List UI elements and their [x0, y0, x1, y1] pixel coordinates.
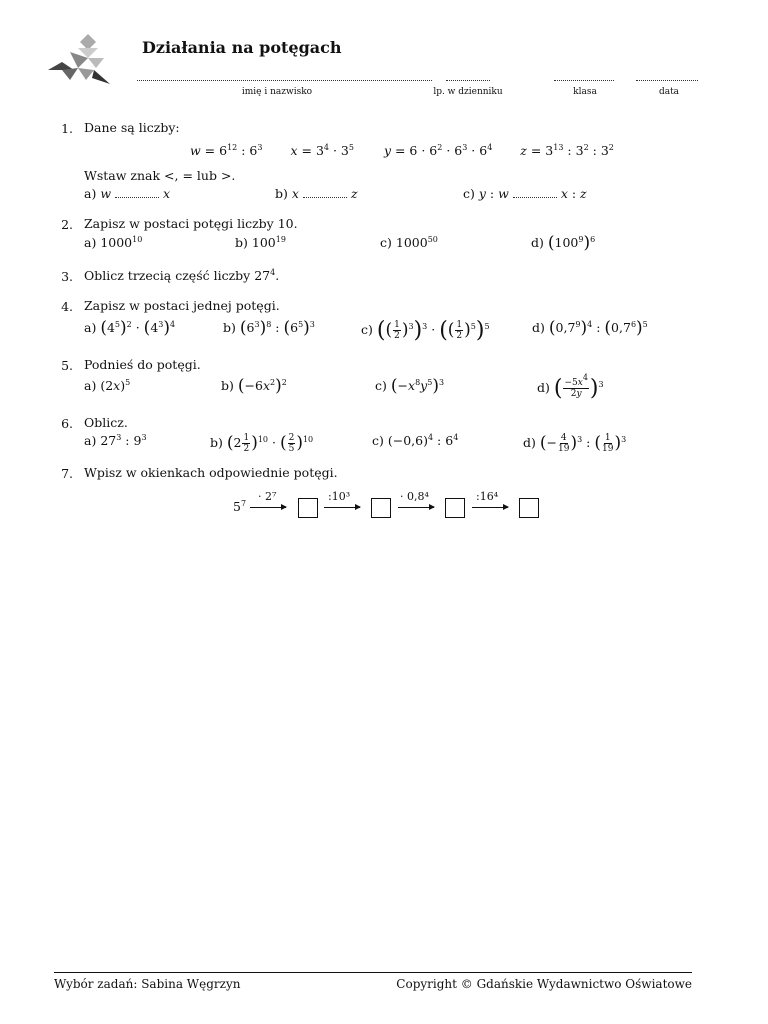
- task-5d: d) ( $\frac{-5x^4}{2y}$ )$^3$: [537, 373, 604, 401]
- answer-box-4[interactable]: [519, 498, 539, 518]
- footer-divider: [54, 972, 692, 973]
- chain-step-2-label: :10³: [328, 490, 351, 503]
- answer-box-1[interactable]: [298, 498, 318, 518]
- task-2c: c) 1000$^{50}$: [380, 235, 438, 250]
- task-2d: d) $(100^9)^6$: [531, 233, 596, 253]
- task-6-number: 6.: [61, 416, 73, 431]
- task-5b: b) $(-6x^2)^2$: [221, 376, 287, 396]
- chain-arrow-4: [472, 507, 508, 508]
- footer-copyright: Copyright © Gdańskie Wydawnictwo Oświatowe: [396, 977, 692, 991]
- chain-start: $5^7$: [233, 499, 247, 514]
- task-4-text: Zapisz w postaci jednej potęgi.: [84, 298, 280, 313]
- task-3-text: Oblicz trzecią część liczby $27^4$.: [84, 268, 280, 283]
- task-5-number: 5.: [61, 358, 73, 373]
- task-1-numbers: $w = 6^{12}$ : $6^3$ $x = 3^4 \cdot 3^5$ $y = 6 \cdot 6^2 \cdot 6^3 \cdot 6^4$ $z = 3^{13}$ : $3^2$ : $3^2$: [190, 143, 614, 158]
- task-7-number: 7.: [61, 466, 73, 481]
- chain-arrow-2: [324, 507, 360, 508]
- tangram-logo: [48, 34, 114, 88]
- task-6d: d) (− $\frac{4}{19}$ )$^3$ : ( $\frac{1}{19}$ )$^3$: [523, 433, 627, 454]
- class-number-field-label: lp. w dzienniku: [433, 87, 503, 97]
- task-1-instruction: Wstaw znak <, = lub >.: [84, 168, 236, 183]
- task-2-text: Zapisz w postaci potęgi liczby 10.: [84, 216, 298, 231]
- task-4c: c) (( $\frac{1}{2}$ )$^3$)$^3$ · (( $\frac{1}{2}$ )$^5$)$^5$: [361, 318, 490, 343]
- task-6a: a) $27^3$ : $9^3$: [84, 433, 147, 448]
- answer-box-2[interactable]: [371, 498, 391, 518]
- date-field-label: data: [658, 87, 680, 97]
- task-6-text: Oblicz.: [84, 415, 128, 430]
- task-1-text: Dane są liczby:: [84, 120, 180, 135]
- task-5-text: Podnieś do potęgi.: [84, 357, 201, 372]
- class-number-field-line[interactable]: [446, 80, 490, 81]
- task-2-number: 2.: [61, 217, 73, 232]
- task-7-text: Wpisz w okienkach odpowiednie potęgi.: [84, 465, 338, 480]
- answer-box-3[interactable]: [445, 498, 465, 518]
- task-1-number: 1.: [61, 121, 73, 136]
- chain-step-1-label: · 2⁷: [258, 490, 277, 503]
- task-1c: c) y : w x : z: [463, 186, 587, 201]
- task-4d: d) $(0,7^9)^4$ : $(0,7^6)^5$: [532, 318, 648, 338]
- task-1b: b) x z: [275, 186, 358, 201]
- task-6c: c) $(-0,6)^4$ : $6^4$: [372, 433, 459, 448]
- task-4-number: 4.: [61, 299, 73, 314]
- task-3-number: 3.: [61, 269, 73, 284]
- name-field-label: imię i nazwisko: [241, 87, 313, 97]
- class-field-label: klasa: [573, 87, 597, 97]
- answer-blank[interactable]: [513, 197, 557, 198]
- task-1a: a) w x: [84, 186, 171, 201]
- task-5c: c) $(-x^8y^5)^3$: [375, 376, 445, 396]
- task-4b: b) $(6^3)^8$ : $(6^5)^3$: [223, 318, 315, 338]
- chain-arrow-3: [398, 507, 434, 508]
- chain-arrow-1: [250, 507, 286, 508]
- task-6b: b) (2 $\frac{1}{2}$ )$^{10}$ · ( $\frac{2}{5}$ )$^{10}$: [210, 433, 314, 454]
- date-field-line[interactable]: [636, 80, 698, 81]
- footer-author: Wybór zadań: Sabina Węgrzyn: [54, 977, 241, 991]
- task-4a: a) $(4^5)^2 \cdot (4^3)^4$: [84, 318, 176, 338]
- task-2b: b) $100^{19}$: [235, 235, 286, 250]
- name-field-line[interactable]: [137, 80, 432, 81]
- answer-blank[interactable]: [115, 197, 159, 198]
- answer-blank[interactable]: [303, 197, 347, 198]
- class-field-line[interactable]: [554, 80, 614, 81]
- chain-step-4-label: :16⁴: [476, 490, 499, 503]
- task-5a: a) $(2x)^5$: [84, 378, 131, 393]
- page-title: Działania na potęgach: [142, 38, 342, 57]
- task-2a: a) 1000$^{10}$: [84, 235, 143, 250]
- chain-step-3-label: · 0,8⁴: [400, 490, 429, 503]
